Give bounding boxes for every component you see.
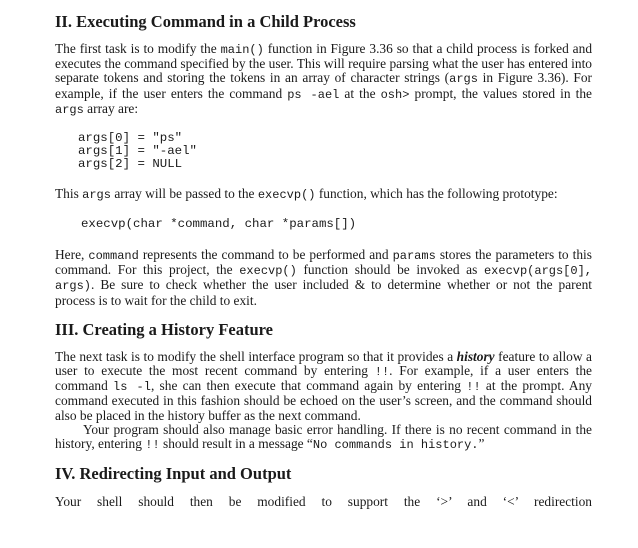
code-execvp-call: execvp(args[0], args) [55,264,592,294]
code-bang-bang: !! [466,380,481,395]
code-args: args [449,72,478,87]
paragraph-history: The next task is to modify the shell interface program so that it provides a history feature to allow a user to execute the most recent command by entering !!. For example, if a user enters the command ls -l, she can then execute that command again by entering !! at the prompt. Any command executed in this fashion should be echoed on the user’s screen, and the command should also be placed in the history buffer as the next command. [55,348,592,423]
args-line: args[2] = NULL [78,157,183,172]
code-osh-prompt: osh> [380,87,410,102]
paragraph-redirection: Your shell should then be modified to support the ‘>’ and ‘<’ redirection [55,494,592,510]
code-main: main() [220,43,264,57]
args-line: args[0] = "ps" [78,131,183,146]
code-params: params [392,249,436,264]
paragraph-execvp-usage: Here, command represents the command to be performed and params stores the parameters to this command. For this project, the execvp() function should be invoked as execvp(args[0], args). Be sure to check whether the user included & to determine whether or not the parent process is to wait for the child to exit. [55,247,592,308]
section-heading-history-feature: III. Creating a History Feature [55,319,273,339]
code-args: args [55,102,84,117]
args-array-listing [78,132,592,172]
code-bang-bang: !! [145,438,160,453]
code-ls-l: ls -l [113,380,151,395]
code-execvp: execvp() [239,264,297,279]
section-heading-executing-command: II. Executing Command in a Child Process [55,12,356,31]
paragraph-execvp-intro: This args array will be passed to the execvp() function, which has the following prototype: [55,185,558,202]
code-no-commands-message: No commands in history. [312,438,479,453]
code-bang-bang: !! [374,365,390,380]
execvp-prototype: execvp(char *command, char *params[]) [81,216,357,231]
code-command: command [88,249,139,264]
paragraph-error-handling: Your program should also manage basic error handling. If there is no recent command in the history, entering !! should result in a message “No commands in history.” [55,421,592,453]
paragraph-child-process: The first task is to modify the main() function in Figure 3.36 so that a child process is forked and executes the command specified by the user. This will require parsing what the user has entered into separate tokens and storing the tokens in an array of character strings (args in Figure 3.36). For example, if the user enters the command ps -ael at the osh> prompt, the values stored in the args array are: [55,41,593,117]
code-execvp: execvp() [257,187,316,202]
args-line: args[1] = "-ael" [78,144,197,159]
code-ps-ael: ps -ael [287,87,340,102]
term-history: history [456,348,495,364]
section-heading-redirection: IV. Redirecting Input and Output [55,464,292,484]
code-args: args [82,187,111,202]
